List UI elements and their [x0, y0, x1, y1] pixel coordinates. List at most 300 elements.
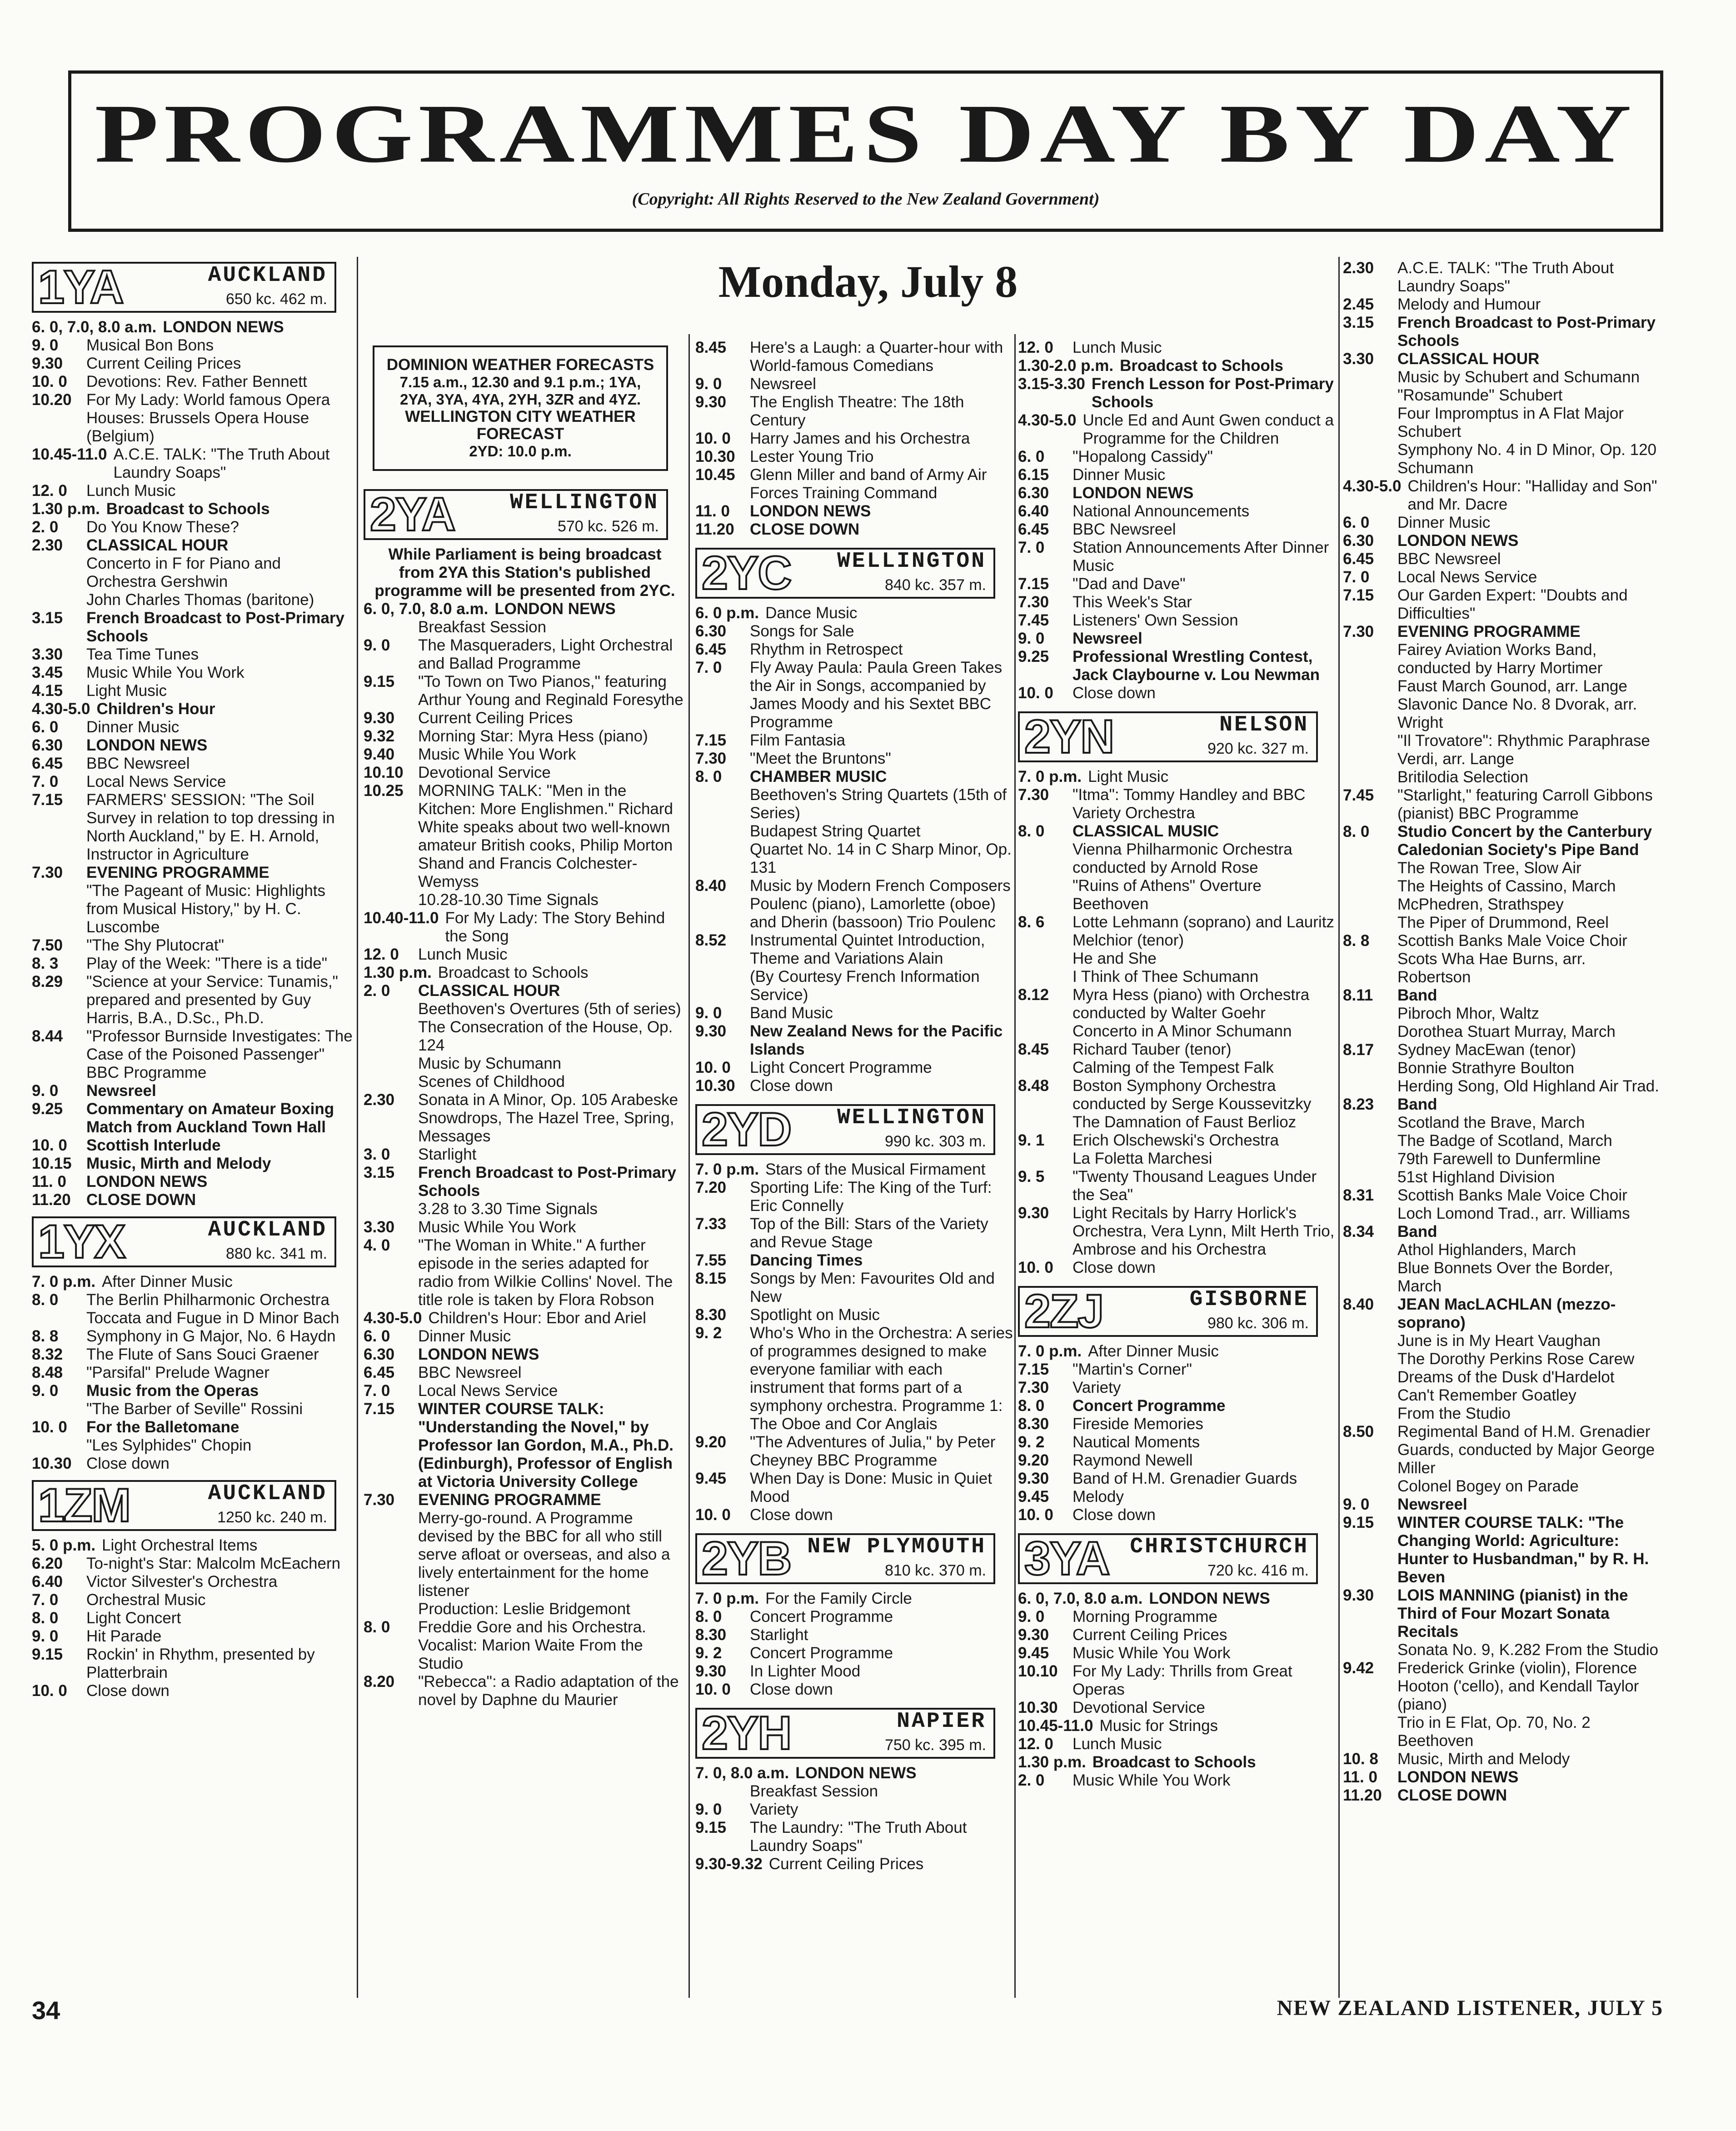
programme-entry	[364, 782, 686, 891]
programme-time: 2.45	[1343, 295, 1374, 313]
programme-time: 3.15-3.30	[1018, 375, 1085, 393]
station-logo: 2YB	[702, 1532, 791, 1585]
programme-time: 9. 0	[1018, 1608, 1045, 1626]
programme-entry	[1343, 695, 1661, 732]
programme-entry	[364, 1164, 686, 1200]
programme-title: Concerto in F for Piano and Orchestra Gershwin	[86, 555, 281, 590]
programme-time: 9.30	[364, 709, 395, 727]
programme-entry	[1343, 1332, 1661, 1350]
programme-entry	[695, 1626, 1013, 1644]
programme-title: LONDON NEWS	[86, 1173, 208, 1191]
weather-title: DOMINION WEATHER FORECASTS	[386, 356, 654, 374]
programme-entry	[32, 373, 354, 391]
station-city: GISBORNE	[1189, 1287, 1309, 1312]
programme-time: 9. 0	[32, 1082, 59, 1100]
programme-time: 9.45	[695, 1470, 727, 1487]
programme-title: Devotional Service	[418, 764, 551, 781]
programme-entry	[32, 1273, 354, 1291]
programme-entry	[32, 1382, 354, 1400]
programme-entry	[32, 1418, 354, 1436]
programme-entry	[1018, 1040, 1336, 1059]
programme-time: 7.30	[1018, 786, 1049, 804]
programme-time: 8.40	[1343, 1296, 1374, 1313]
programme-entry	[364, 1018, 686, 1055]
programme-entry	[695, 1251, 1013, 1270]
programme-title: French Broadcast to Post-Primary Schools	[86, 609, 344, 645]
programme-title: Toccata and Fugue in D Minor Bach	[86, 1309, 339, 1327]
programme-time: 1.30 p.m.	[1018, 1753, 1086, 1771]
programme-time: 8.32	[32, 1346, 63, 1363]
programme-title: EVENING PROGRAMME	[1397, 623, 1581, 640]
programme-time: 9.30	[1018, 1204, 1049, 1222]
programme-title: Who's Who in the Orchestra: A series of programmes designed to make everyone familiar with each instrument that forms part of a symphony orchestra. Programme 1: The Oboe and Cor Anglais	[750, 1324, 1013, 1433]
programme-entry	[1018, 1506, 1336, 1524]
programme-title: Fairey Aviation Works Band, conducted by Harry Mortimer	[1397, 641, 1603, 677]
programme-time: 9. 0	[1343, 1496, 1370, 1513]
programme-title: A.C.E. TALK: "The Truth About Laundry Soaps"	[1397, 259, 1614, 295]
programme-title: Sonata in A Minor, Op. 105 Arabeske	[418, 1091, 678, 1109]
programme-time: 8. 8	[32, 1327, 59, 1345]
programme-time: 9.15	[695, 1819, 727, 1836]
programme-time: 10. 0	[695, 1506, 731, 1524]
programme-list-1ya	[32, 318, 354, 1209]
programme-title: LONDON NEWS	[1073, 484, 1194, 502]
programme-title: Breakfast Session	[750, 1782, 878, 1800]
programme-time: 7. 0 p.m.	[1018, 1342, 1082, 1360]
programme-title: Slavonic Dance No. 8 Dvorak, arr. Wright	[1397, 695, 1637, 731]
programme-time: 7. 0	[695, 659, 722, 676]
programme-entry	[1018, 1590, 1336, 1608]
programme-time	[1343, 1005, 1397, 1023]
programme-time: 10.30	[695, 448, 735, 465]
programme-time: 8.15	[695, 1270, 727, 1287]
programme-entry	[1018, 593, 1336, 611]
programme-entry	[1018, 339, 1336, 357]
programme-title: Vienna Philharmonic Orchestra conducted by Arnold Rose	[1073, 840, 1292, 876]
programme-time: 2.30	[32, 536, 63, 554]
programme-entry	[32, 609, 354, 645]
programme-entry	[695, 1764, 1013, 1782]
programme-title: Regimental Band of H.M. Grenadier Guards, conducted by Major George Miller	[1397, 1423, 1655, 1477]
programme-title: Uncle Ed and Aunt Gwen conduct a Programme for the Children	[1083, 411, 1334, 447]
programme-title: Morning Star: Myra Hess (piano)	[418, 727, 648, 745]
programme-entry	[32, 1436, 354, 1455]
station-frequency: 980 kc. 306 m.	[1207, 1315, 1309, 1332]
programme-title: Dance Music	[765, 604, 858, 622]
programme-title: Newsreel	[86, 1082, 156, 1100]
programme-title: For My Lady: The Story Behind the Song	[445, 909, 665, 945]
programme-title: Newsreel	[1397, 1496, 1467, 1513]
programme-entry	[1343, 732, 1661, 768]
programme-title: BBC Newsreel	[418, 1364, 522, 1381]
programme-title: Scenes of Childhood	[418, 1073, 565, 1091]
programme-time: 4.30-5.0	[1343, 477, 1402, 495]
programme-entry	[32, 1364, 354, 1382]
programme-title: "Starlight," featuring Carroll Gibbons (pianist) BBC Programme	[1397, 786, 1653, 822]
programme-time: 10.45	[695, 466, 735, 484]
programme-time: 6. 0	[364, 1327, 390, 1345]
programme-title: CLASSICAL HOUR	[1397, 350, 1540, 368]
programme-entry	[1018, 520, 1336, 539]
programme-entry	[1018, 411, 1336, 448]
programme-title: Close down	[1073, 684, 1156, 702]
programme-entry	[1343, 986, 1661, 1005]
programme-time	[32, 1400, 86, 1418]
programme-title: Beethoven's Overtures (5th of series)	[418, 1000, 681, 1018]
programme-entry	[1018, 1488, 1336, 1506]
programme-entry	[1018, 357, 1336, 375]
programme-title: Concerto in A Minor Schumann	[1073, 1022, 1292, 1040]
programme-time	[32, 591, 86, 609]
programme-title: Fireside Memories	[1073, 1415, 1203, 1433]
programme-title: Dinner Music	[86, 718, 180, 736]
programme-entry	[32, 882, 354, 936]
programme-entry	[32, 1136, 354, 1155]
station-logo: 1YX	[38, 1216, 125, 1268]
programme-entry	[32, 700, 354, 718]
programme-title: EVENING PROGRAMME	[86, 864, 269, 881]
programme-time: 10. 0	[32, 1136, 67, 1154]
programme-entry	[1343, 259, 1661, 295]
programme-time: 9.15	[364, 673, 395, 690]
programme-entry	[364, 1055, 686, 1073]
programme-entry	[1018, 484, 1336, 502]
programme-time: 4.30-5.0	[364, 1309, 422, 1327]
programme-title: Current Ceiling Prices	[86, 355, 241, 372]
programme-list-2ya	[364, 600, 686, 1709]
programme-title: Blue Bonnets Over the Border, March	[1397, 1259, 1613, 1295]
programme-title: Studio Concert by the Canterbury Caledonian Society's Pipe Band	[1397, 823, 1652, 859]
programme-time: 6. 0, 7.0, 8.0 a.m.	[1018, 1590, 1143, 1607]
programme-time: 6.30	[32, 736, 63, 754]
programme-time: 10. 0	[1018, 1506, 1053, 1524]
programme-entry	[1343, 1077, 1661, 1096]
programme-title: Pibroch Mhor, Waltz	[1397, 1005, 1539, 1022]
programme-entry	[1018, 1259, 1336, 1277]
station-header-1ya	[32, 262, 336, 313]
programme-title: Lunch Music	[86, 482, 176, 500]
programme-entry	[1343, 295, 1661, 314]
station-header-2yh	[695, 1708, 995, 1759]
programme-list-2zj	[1018, 1342, 1336, 1524]
programme-entry	[364, 1509, 686, 1600]
programme-title: Close down	[750, 1506, 833, 1524]
programme-title: Songs for Sale	[750, 622, 854, 640]
programme-title: Variety	[1073, 1379, 1121, 1396]
programme-entry	[695, 1855, 1013, 1873]
programme-title: Faust March Gounod, arr. Lange	[1397, 677, 1627, 695]
parliament-note: While Parliament is being broadcast from 2YA this Station's published programme will be presented from 2YC.	[374, 545, 675, 600]
programme-title: From the Studio	[1397, 1405, 1511, 1422]
programme-entry	[1018, 611, 1336, 630]
programme-title: Melody and Humour	[1397, 295, 1541, 313]
column-rule	[1338, 257, 1340, 1998]
programme-time	[1018, 877, 1073, 913]
programme-title: Rhythm in Retrospect	[750, 640, 903, 658]
programme-entry	[695, 1608, 1013, 1626]
programme-entry	[32, 1609, 354, 1627]
programme-entry	[364, 909, 686, 945]
programme-time	[364, 1055, 418, 1073]
programme-time: 7.15	[1018, 1361, 1049, 1378]
programme-title: New Zealand News for the Pacific Islands	[750, 1022, 1003, 1058]
programme-entry	[1018, 1717, 1336, 1735]
programme-title: Morning Programme	[1073, 1608, 1217, 1626]
programme-time	[364, 1600, 418, 1618]
programme-time: 9. 1	[1018, 1131, 1045, 1149]
programme-entry	[1343, 1005, 1661, 1023]
programme-title: Children's Hour: "Halliday and Son" and Mr. Dacre	[1407, 477, 1657, 513]
programme-entry	[364, 982, 686, 1000]
programme-entry	[1343, 550, 1661, 568]
programme-time: 11. 0	[1343, 1768, 1377, 1786]
programme-time: 3.15	[32, 609, 63, 627]
programme-entry	[695, 1782, 1013, 1801]
programme-title: Victor Silvester's Orchestra	[86, 1573, 278, 1591]
programme-entry	[364, 727, 686, 745]
programme-title: WINTER COURSE TALK: "The Changing World: Agriculture: Hunter to Husbandman," by R. H. Beven	[1397, 1514, 1649, 1586]
programme-time: 9.30	[1018, 1626, 1049, 1644]
programme-entry	[1343, 1041, 1661, 1059]
programme-entry	[32, 1173, 354, 1191]
programme-title: Symphony No. 4 in D Minor, Op. 120 Schumann	[1397, 441, 1656, 477]
programme-title: To-night's Star: Malcolm McEachern	[86, 1555, 341, 1572]
programme-entry	[695, 1004, 1013, 1022]
publication-line: NEW ZEALAND LISTENER, JULY 5	[1277, 1996, 1663, 2020]
programme-title: French Broadcast to Post-Primary Schools	[1397, 314, 1656, 350]
programme-title: Loch Lomond Trad., arr. Williams	[1397, 1205, 1630, 1222]
programme-title: Current Ceiling Prices	[1073, 1626, 1227, 1644]
programme-title: Erich Olschewski's Orchestra	[1073, 1131, 1279, 1149]
programme-title: Spotlight on Music	[750, 1306, 880, 1324]
programme-entry	[1018, 913, 1336, 950]
programme-title: "Hopalong Cassidy"	[1073, 448, 1213, 465]
programme-time	[1343, 1350, 1397, 1368]
programme-entry	[364, 1236, 686, 1309]
programme-entry	[695, 1819, 1013, 1855]
programme-entry	[32, 1573, 354, 1591]
programme-entry	[695, 1215, 1013, 1251]
programme-title: CLASSICAL HOUR	[86, 536, 229, 554]
programme-title: John Charles Thomas (baritone)	[86, 591, 314, 609]
programme-title: "The Barber of Seville" Rossini	[86, 1400, 303, 1418]
programme-time	[1343, 1714, 1397, 1750]
programme-title: Professional Wrestling Contest, Jack Claybourne v. Lou Newman	[1073, 648, 1320, 684]
programme-title: Music by Schubert and Schumann	[1397, 368, 1640, 386]
programme-entry	[364, 1109, 686, 1146]
programme-title: Frederick Grinke (violin), Florence Hooton ('cello), and Kendall Taylor (piano)	[1397, 1659, 1639, 1713]
programme-title: Melody	[1073, 1488, 1124, 1506]
programme-time: 10. 0	[1018, 1259, 1053, 1276]
column-1	[32, 259, 354, 1700]
programme-title: Top of the Bill: Stars of the Variety and Revue Stage	[750, 1215, 988, 1251]
programme-entry	[32, 773, 354, 791]
programme-time: 7. 0	[1343, 568, 1370, 586]
programme-title: Dancing Times	[750, 1251, 863, 1269]
programme-title: Instrumental Quintet Introduction, Theme and Variations Alain	[750, 931, 985, 967]
station-logo: 2YH	[702, 1707, 791, 1760]
programme-entry	[695, 659, 1013, 731]
programme-time: 7. 0	[364, 1382, 390, 1400]
programme-entry	[1343, 1132, 1661, 1150]
programme-title: Raymond Newell	[1073, 1451, 1193, 1469]
programme-entry	[695, 1506, 1013, 1524]
station-frequency: 990 kc. 303 m.	[884, 1133, 986, 1150]
programme-time	[1018, 1022, 1073, 1040]
programme-time: 12. 0	[32, 482, 67, 500]
programme-entry	[1343, 1205, 1661, 1223]
programme-time: 7.30	[1018, 593, 1049, 611]
programme-entry	[1343, 1386, 1661, 1405]
programme-time: 9. 0	[32, 1627, 59, 1645]
programme-entry	[1018, 822, 1336, 840]
programme-entry	[695, 1077, 1013, 1095]
programme-time: 8. 0	[364, 1618, 390, 1636]
station-frequency: 1250 kc. 240 m.	[217, 1509, 327, 1526]
programme-entry	[32, 973, 354, 1027]
programme-entry	[1018, 986, 1336, 1022]
programme-entry	[1018, 375, 1336, 411]
programme-time: 4. 0	[364, 1236, 390, 1254]
programme-title: Close down	[1073, 1506, 1156, 1524]
programme-entry	[1018, 1771, 1336, 1790]
programme-time: 9.15	[1343, 1514, 1374, 1531]
programme-title: The English Theatre: The 18th Century	[750, 393, 964, 429]
programme-time: 8.23	[1343, 1096, 1374, 1113]
programme-time: 8. 0	[1018, 1397, 1045, 1415]
programme-title: Four Impromptus in A Flat Major Schubert	[1397, 405, 1624, 440]
station-city: NAPIER	[897, 1709, 986, 1734]
programme-title: Close down	[750, 1077, 833, 1095]
programme-time: 7.15	[695, 731, 727, 749]
programme-entry	[695, 1161, 1013, 1179]
programme-title: "Itma": Tommy Handley and BBC Variety Orchestra	[1073, 786, 1306, 822]
programme-title: LONDON NEWS	[418, 1346, 539, 1363]
programme-time	[1343, 441, 1397, 477]
programme-time: 9. 2	[1018, 1433, 1045, 1451]
programme-time: 6.30	[1343, 532, 1374, 550]
programme-time: 8.12	[1018, 986, 1049, 1004]
programme-entry	[1018, 1379, 1336, 1397]
programme-entry	[32, 500, 354, 518]
programme-title: "Il Trovatore": Rhythmic Paraphrase Verdi, arr. Lange	[1397, 732, 1650, 768]
programme-time: 7.50	[32, 936, 63, 954]
programme-time: 9.30	[1343, 1586, 1374, 1604]
programme-title: Broadcast to Schools	[106, 500, 270, 518]
programme-time: 4.30-5.0	[32, 700, 90, 718]
programme-time: 6. 0 p.m.	[695, 604, 759, 622]
programme-time	[1343, 1077, 1397, 1096]
programme-entry	[1018, 1397, 1336, 1415]
programme-time: 6.15	[1018, 466, 1049, 484]
programme-entry	[1018, 950, 1336, 968]
programme-list-2ya-continued	[695, 339, 1013, 539]
programme-title: Here's a Laugh: a Quarter-hour with World-famous Comedians	[750, 339, 1003, 375]
programme-time: 9.30	[695, 1022, 727, 1040]
programme-time: 10.10	[364, 764, 404, 781]
programme-entry	[1018, 1662, 1336, 1699]
programme-entry	[1343, 1168, 1661, 1186]
programme-title: LONDON NEWS	[750, 502, 871, 520]
station-city: NELSON	[1219, 713, 1309, 737]
weather-times: 7.15 a.m., 12.30 and 9.1 p.m.; 1YA, 2YA, 3YA, 4YA, 2YH, 3ZR and 4YZ.	[399, 374, 641, 408]
programme-title: The Piper of Drummond, Reel	[1397, 914, 1609, 931]
programme-time: 6.40	[32, 1573, 63, 1591]
programme-title: "Ruins of Athens" Overture Beethoven	[1073, 877, 1262, 913]
station-header-2yn	[1018, 711, 1318, 762]
programme-time: 3. 0	[364, 1146, 390, 1163]
programme-time: 3.30	[364, 1218, 395, 1236]
programme-time: 2.30	[364, 1091, 395, 1109]
programme-entry	[1343, 1186, 1661, 1205]
programme-time: 8.52	[695, 931, 727, 949]
programme-title: For the Family Circle	[765, 1590, 912, 1607]
programme-list-1yx	[32, 1273, 354, 1473]
station-frequency: 880 kc. 341 m.	[225, 1245, 327, 1262]
masthead-banner	[68, 70, 1663, 232]
programme-title: "The Woman in White." A further episode in the series adapted for radio from Wilkie Collins' Novel. The title role is taken by Flora Robson	[418, 1236, 673, 1309]
programme-time: 7. 0 p.m.	[695, 1590, 759, 1607]
programme-time	[364, 891, 418, 909]
programme-entry	[1018, 1753, 1336, 1771]
programme-time: 6.45	[364, 1364, 395, 1381]
programme-time	[1343, 1132, 1397, 1150]
programme-title: Dorothea Stuart Murray, March	[1397, 1023, 1616, 1040]
programme-time: 9. 0	[364, 636, 390, 654]
programme-time: 8.20	[364, 1673, 395, 1691]
station-frequency: 650 kc. 462 m.	[225, 290, 327, 308]
programme-title: The Flute of Sans Souci Graener	[86, 1346, 319, 1363]
programme-entry	[695, 768, 1013, 786]
programme-entry	[364, 1327, 686, 1346]
programme-time	[1343, 732, 1397, 768]
programme-list-2yb	[695, 1590, 1013, 1699]
programme-title: Poulenc (piano), Lamorlette (oboe) and Dherin (bassoon) Trio Poulenc	[750, 895, 996, 931]
programme-title: June is in My Heart Vaughan	[1397, 1332, 1601, 1350]
programme-entry	[695, 430, 1013, 448]
programme-title: Scottish Interlude	[86, 1136, 221, 1154]
programme-title: "Science at your Service: Tunamis," prepared and presented by Guy Harris, B.A., D.Sc., Ph.D.	[86, 973, 338, 1027]
programme-entry	[364, 1491, 686, 1509]
programme-entry	[1018, 1059, 1336, 1077]
programme-time	[1018, 1059, 1073, 1077]
programme-entry	[32, 864, 354, 882]
station-header-3ya	[1018, 1533, 1318, 1584]
programme-title: The Heights of Cassino, March	[1397, 877, 1616, 895]
programme-time: 7.45	[1343, 786, 1374, 804]
programme-entry	[695, 731, 1013, 750]
programme-title: Can't Remember Goatley	[1397, 1386, 1576, 1404]
programme-time	[1343, 386, 1397, 405]
programme-title: "Dad and Dave"	[1073, 575, 1186, 593]
programme-entry	[695, 640, 1013, 659]
programme-title: Concert Programme	[1073, 1397, 1226, 1415]
programme-entry	[1343, 1114, 1661, 1132]
programme-title: Quartet No. 14 in C Sharp Minor, Op. 131	[750, 840, 1012, 876]
programme-title: Light Concert	[86, 1609, 181, 1627]
programme-title: Close down	[1073, 1259, 1156, 1276]
programme-title: 3.28 to 3.30 Time Signals	[418, 1200, 598, 1218]
programme-time	[1343, 1150, 1397, 1168]
programme-title: Light Orchestral Items	[102, 1536, 258, 1554]
programme-entry	[695, 502, 1013, 520]
programme-title: Stars of the Musical Firmament	[765, 1161, 986, 1178]
programme-time: 10. 0	[32, 1418, 67, 1436]
programme-title: The Rowan Tree, Slow Air	[1397, 859, 1581, 877]
programme-entry	[32, 1591, 354, 1609]
programme-entry	[1343, 1150, 1661, 1168]
programme-time: 8.30	[695, 1306, 727, 1324]
